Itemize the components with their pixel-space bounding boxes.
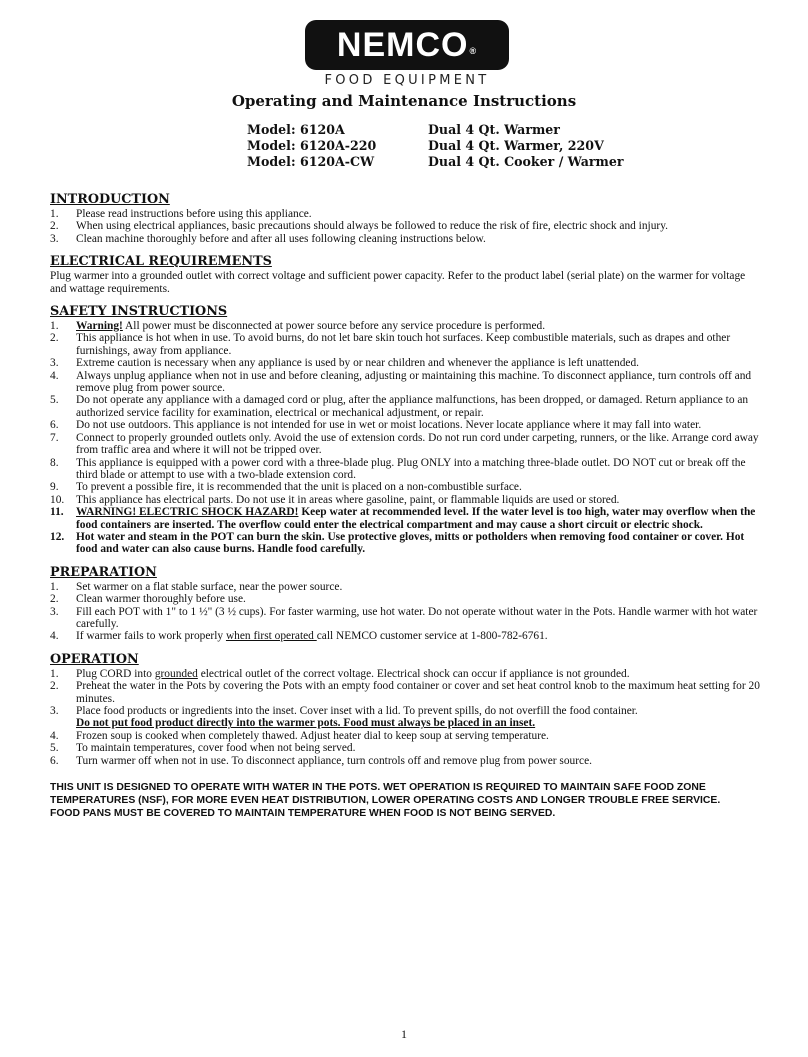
logo-badge [305,20,509,70]
preparation-section [50,565,762,643]
list-item: 4. Always unplug appliance when not in use and before cleaning, adjusting or maintaining this machine. To disconnect appliance, turn controls off and remove plug from power source. [50,369,752,395]
safety-section [50,304,762,556]
logo-brand-text: NEMCO® [336,26,478,64]
list-item: 5. To maintain temperatures, cover food when not being served. [50,742,356,755]
electrical-section [50,254,762,295]
list-item: 6. Turn warmer off when not in use. To disconnect appliance, turn controls off and remove plug from power source. [50,754,592,767]
document-title: Operating and Maintenance Instructions [231,92,577,110]
safety-heading: SAFETY INSTRUCTIONS [50,304,228,320]
list-item: 1. Plug CORD into grounded electrical outlet of the correct voltage. Electrical shock can occur if appliance is not grounded. [50,667,630,680]
model-row: Model: 6120A-220 Dual 4 Qt. Warmer, 220V [247,138,604,153]
list-item: 9. To prevent a possible fire, it is recommended that the unit is placed on a non-combustible surface. [50,481,522,494]
wet-operation-notice: THIS UNIT IS DESIGNED TO OPERATE WITH WATER IN THE POTS. WET OPERATION IS REQUIRED TO MAINTAIN SAFE FOOD ZONE TEMPERATURES (NSF), FOR MORE EVEN HEAT DISTRIBUTION, LOWER OPERATING COSTS AND LONGER TROUBLE FREE SERVICE. FOOD PANS MUST BE COVERED TO MAINTAIN TEMPERATURE WHEN FOOD IS NOT BEING SERVED. [50,782,721,820]
list-item: 3. Fill each POT with 1" to 1 ½" (3 ½ cups). For faster warming, use hot water. Do not operate without water in the Pots. Handle warmer with hot water carefully. [50,605,758,630]
nemco-logo [305,20,509,88]
list-item: 6. Do not use outdoors. This appliance is not intended for use in wet or moist locations. Never locate appliance where it may fall into water. [50,419,702,432]
document-body [50,192,762,820]
list-item: 3. Extreme caution is necessary when any appliance is used by or near children and whenever the appliance is left unattended. [50,357,639,370]
list-item: 3. Clean machine thoroughly before and after all uses following cleaning instructions below. [50,232,486,245]
list-item: 1. Warning! All power must be disconnected at power source before any service procedure is performed. [50,320,546,333]
list-item: 1. Please read instructions before using this appliance. [50,208,312,220]
list-item: 2. Clean warmer thoroughly before use. [50,593,246,606]
electrical-heading: ELECTRICAL REQUIREMENTS [50,254,272,270]
list-item: 2. This appliance is hot when in use. To avoid burns, do not let bare skin touch hot surfaces. Keep combustible materials, such as drapes and other furnishings, away from appliance. [50,332,731,357]
list-item: 4. If warmer fails to work properly when first operated call NEMCO customer service at 1-800-782-6761. [50,630,548,643]
list-item: 5. Do not operate any appliance with a damaged cord or plug, after the appliance malfunctions, has been dropped, or damaged. Return appliance to an authorized service facility for examination, electrical or mechanical adjustment, or repair. [50,394,749,419]
list-item: 7. Connect to properly grounded outlets only. Avoid the use of extension cords. Do not run cord under carpeting, runners, or the like. Arrange cord away from traffic area and where it will not be tripped over. [50,431,759,457]
model-row: Model: 6120A Dual 4 Qt. Warmer [247,122,560,137]
electrical-text: Plug warmer into a grounded outlet with correct voltage and sufficient power capacity. Refer to the product label (serial plate) on the warmer for voltage and wattage requirements. [50,270,746,295]
model-row: Model: 6120A-CW Dual 4 Qt. Cooker / Warmer [247,154,624,169]
list-item: 2. When using electrical appliances, basic precautions should always be followed to reduce the risk of fire, electric shock and injury. [50,220,668,233]
introduction-section [50,192,762,245]
logo-subtitle: FOOD EQUIPMENT [324,73,490,88]
list-item: 10. This appliance has electrical parts. Do not use it in areas where gasoline, paint, or flammable liquids are used or stored. [50,493,620,506]
list-item: 2. Preheat the water in the Pots by covering the Pots with an empty food container or cover and set heat control knob to the maximum heat setting for 20 minutes. [50,680,760,705]
list-item: 3. Place food products or ingredients into the inset. Cover inset with a lid. To prevent spills, do not overfill the food container. Do not put food product directly into the warmer pots. Food must always be placed in an inset. [50,705,638,730]
operation-section [50,652,762,767]
preparation-heading: PREPARATION [50,564,157,580]
model-list [247,122,624,170]
list-item: 4. Frozen soup is cooked when completely thawed. Adjust heater dial to keep soup at serving temperature. [50,729,549,742]
list-item: 11. WARNING! ELECTRIC SHOCK HAZARD! Keep water at recommended level. If the water level is too high, water may overflow when the food containers are inserted. The overflow could enter the electrical compartment and may cause a short circuit or electric shock. [50,506,756,531]
operation-heading: OPERATION [50,651,139,667]
list-item: 1. Set warmer on a flat stable surface, near the power source. [50,580,343,593]
list-item: 8. This appliance is equipped with a power cord with a three-blade plug. Plug ONLY into a matching three-blade outlet. DO NOT cut or break off the third blade or attempt to use with a two-blade extension cord. [50,456,746,481]
list-item: 12. Hot water and steam in the POT can burn the skin. Use protective gloves, mitts or potholders when removing food container or cover. Hot food and water can also cause burns. Handle food carefully. [50,530,745,556]
introduction-heading: INTRODUCTION [50,192,170,207]
page-number: 1 [401,1027,407,1041]
